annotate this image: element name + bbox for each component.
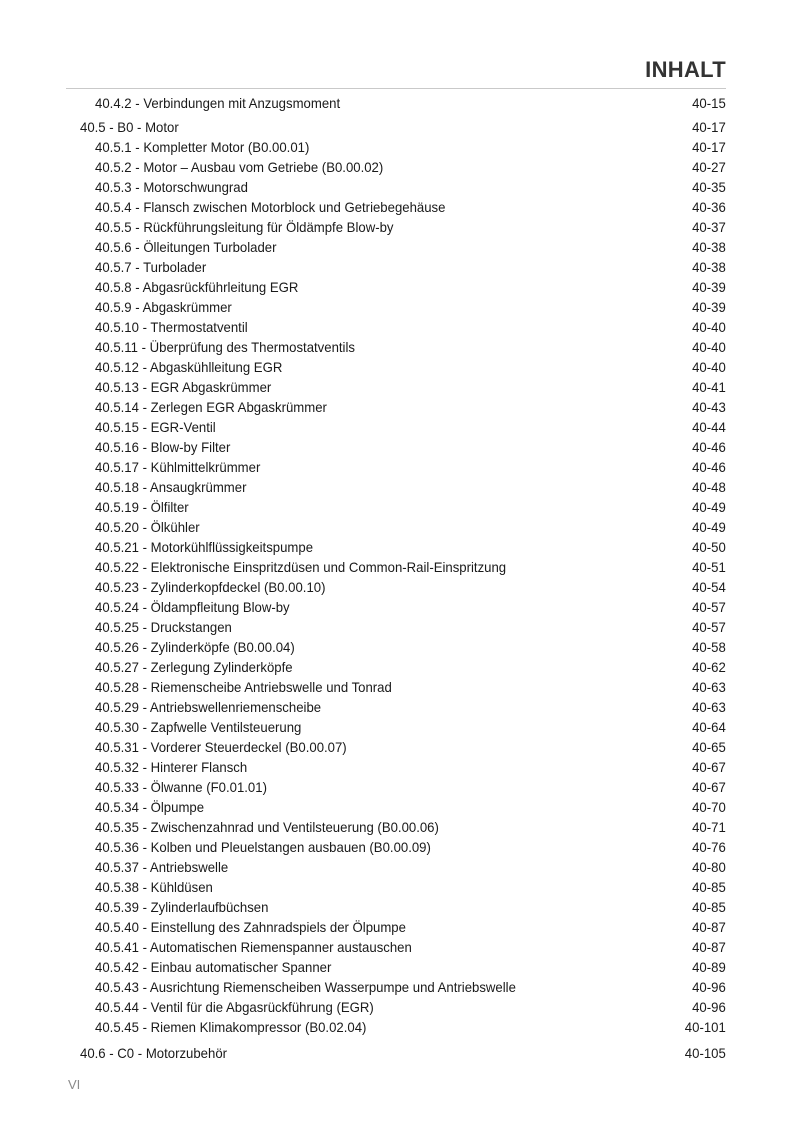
toc-entry-page: 40-35 (692, 179, 726, 195)
toc-entry-title: 40.5.27 - Zerlegung Zylinderköpfe (95, 659, 293, 675)
toc-entry-page: 40-57 (692, 619, 726, 635)
toc-entry-page: 40-49 (692, 499, 726, 515)
toc-entry[interactable] (80, 117, 726, 137)
toc-entry-title: 40.5.3 - Motorschwungrad (95, 179, 248, 195)
toc-entry-page: 40-37 (692, 219, 726, 235)
toc-entry-title: 40.5.33 - Ölwanne (F0.01.01) (95, 779, 267, 795)
toc-entry[interactable] (80, 837, 726, 857)
toc-entry[interactable] (80, 417, 726, 437)
toc-entry-title: 40.5.13 - EGR Abgaskrümmer (95, 379, 272, 395)
toc-entry-title: 40.5.30 - Zapfwelle Ventilsteuerung (95, 719, 302, 735)
toc-entry[interactable] (80, 337, 726, 357)
toc-entry[interactable] (80, 637, 726, 657)
toc-entry[interactable] (80, 477, 726, 497)
toc-entry-title: 40.5.2 - Motor – Ausbau vom Getriebe (B0.00.02) (95, 159, 384, 175)
toc-entry-page: 40-67 (692, 779, 726, 795)
toc-entry-page: 40-39 (692, 279, 726, 295)
toc-entry[interactable] (80, 817, 726, 837)
toc-entry-title: 40.5.37 - Antriebswelle (95, 859, 229, 875)
toc-entry-title: 40.5.39 - Zylinderlaufbüchsen (95, 899, 269, 915)
toc-entry-title: 40.5.9 - Abgaskrümmer (95, 299, 232, 315)
toc-entry-page: 40-64 (692, 719, 726, 735)
toc-entry-page: 40-51 (692, 559, 726, 575)
toc-entry-page: 40-96 (692, 999, 726, 1015)
toc-entry-page: 40-17 (692, 119, 726, 135)
toc-entry-title: 40.5 - B0 - Motor (80, 119, 179, 135)
toc-entry-page: 40-96 (692, 979, 726, 995)
toc-entry-page: 40-62 (692, 659, 726, 675)
toc-entry[interactable] (80, 317, 726, 337)
toc-entry-title: 40.5.5 - Rückführungsleitung für Öldämpfe Blow-by (95, 219, 394, 235)
toc-entry-title: 40.5.31 - Vorderer Steuerdeckel (B0.00.07) (95, 739, 347, 755)
toc-entry-page: 40-65 (692, 739, 726, 755)
toc-entry-title: 40.5.15 - EGR-Ventil (95, 419, 216, 435)
toc-entry[interactable] (80, 277, 726, 297)
toc-entry-title: 40.5.12 - Abgaskühlleitung EGR (95, 359, 283, 375)
toc-entry-page: 40-43 (692, 399, 726, 415)
toc-entry-page: 40-46 (692, 439, 726, 455)
toc-entry-page: 40-15 (692, 95, 726, 111)
toc-entry[interactable] (80, 977, 726, 997)
toc-entry-title: 40.5.22 - Elektronische Einspritzdüsen und Common-Rail-Einspritzung (95, 559, 507, 575)
toc-entry[interactable] (80, 957, 726, 977)
toc-entry-page: 40-63 (692, 679, 726, 695)
toc-entry[interactable] (80, 677, 726, 697)
toc-entry-page: 40-87 (692, 919, 726, 935)
toc-entry[interactable] (80, 177, 726, 197)
toc-entry[interactable] (80, 257, 726, 277)
toc-entry-title: 40.5.17 - Kühlmittelkrümmer (95, 459, 261, 475)
toc-entry[interactable] (80, 517, 726, 537)
toc-entry-page: 40-71 (692, 819, 726, 835)
toc-entry[interactable] (80, 697, 726, 717)
toc-entry-title: 40.5.24 - Öldampfleitung Blow-by (95, 599, 290, 615)
page-title: INHALT (645, 57, 726, 82)
toc-entry[interactable] (80, 1017, 726, 1037)
toc-entry[interactable] (80, 537, 726, 557)
toc-entry-page: 40-80 (692, 859, 726, 875)
toc-entry-page: 40-63 (692, 699, 726, 715)
toc-entry[interactable] (80, 717, 726, 737)
toc-entry-title: 40.5.45 - Riemen Klimakompressor (B0.02.04) (95, 1019, 367, 1035)
toc-entry-title: 40.5.6 - Ölleitungen Turbolader (95, 239, 277, 255)
toc-entry-title: 40.5.18 - Ansaugkrümmer (95, 479, 247, 495)
toc-entry[interactable] (80, 917, 726, 937)
toc-entry-title: 40.5.21 - Motorkühlflüssigkeitspumpe (95, 539, 314, 555)
toc-entry[interactable] (80, 937, 726, 957)
toc-entry[interactable] (80, 93, 726, 113)
toc-entry-page: 40-36 (692, 199, 726, 215)
toc-entry-page: 40-58 (692, 639, 726, 655)
toc-entry[interactable] (80, 237, 726, 257)
toc-entry-title: 40.5.1 - Kompletter Motor (B0.00.01) (95, 139, 310, 155)
table-of-contents (80, 93, 727, 1063)
toc-entry-page: 40-39 (692, 299, 726, 315)
toc-entry-title: 40.5.36 - Kolben und Pleuelstangen ausbauen (B0.00.09) (95, 839, 431, 855)
toc-entry-page: 40-44 (692, 419, 726, 435)
toc-entry-title: 40.5.25 - Druckstangen (95, 619, 232, 635)
toc-entry[interactable] (80, 877, 726, 897)
toc-entry-page: 40-40 (692, 359, 726, 375)
page-number: VI (68, 1077, 81, 1092)
toc-entry-page: 40-40 (692, 319, 726, 335)
toc-entry-title: 40.5.10 - Thermostatventil (95, 319, 248, 335)
toc-entry[interactable] (80, 197, 726, 217)
toc-entry-page: 40-48 (692, 479, 726, 495)
toc-entry-title: 40.5.7 - Turbolader (95, 259, 207, 275)
toc-entry[interactable] (80, 757, 726, 777)
toc-entry[interactable] (80, 797, 726, 817)
toc-entry[interactable] (80, 457, 726, 477)
toc-entry-title: 40.5.38 - Kühldüsen (95, 879, 213, 895)
toc-entry[interactable] (80, 857, 726, 877)
toc-entry-title: 40.5.16 - Blow-by Filter (95, 439, 231, 455)
toc-entry[interactable] (80, 357, 726, 377)
toc-entry-page: 40-105 (684, 1045, 726, 1061)
toc-entry[interactable] (80, 597, 726, 617)
toc-entry-title: 40.5.44 - Ventil für die Abgasrückführung (EGR) (95, 999, 374, 1015)
toc-entry-page: 40-57 (692, 599, 726, 615)
toc-entry[interactable] (80, 137, 726, 157)
toc-entry-title: 40.5.28 - Riemenscheibe Antriebswelle und Tonrad (95, 679, 392, 695)
toc-entry[interactable] (80, 557, 726, 577)
toc-entry-page: 40-85 (692, 879, 726, 895)
toc-entry-page: 40-17 (692, 139, 726, 155)
toc-entry-title: 40.5.29 - Antriebswellenriemenscheibe (95, 699, 322, 715)
toc-entry-page: 40-70 (692, 799, 726, 815)
toc-entry-page: 40-49 (692, 519, 726, 535)
toc-entry[interactable] (80, 897, 726, 917)
toc-entry[interactable] (80, 777, 726, 797)
toc-entry-title: 40.5.14 - Zerlegen EGR Abgaskrümmer (95, 399, 327, 415)
toc-entry[interactable] (80, 157, 726, 177)
toc-entry-page: 40-38 (692, 239, 726, 255)
toc-entry-title: 40.5.40 - Einstellung des Zahnradspiels der Ölpumpe (95, 919, 406, 935)
toc-entry-page: 40-67 (692, 759, 726, 775)
toc-entry-title: 40.4.2 - Verbindungen mit Anzugsmoment (95, 95, 341, 111)
toc-entry-title: 40.5.43 - Ausrichtung Riemenscheiben Wasserpumpe und Antriebswelle (95, 979, 516, 995)
toc-entry-title: 40.5.11 - Überprüfung des Thermostatventils (95, 339, 355, 355)
toc-entry[interactable] (80, 997, 726, 1017)
toc-entry-title: 40.5.19 - Ölfilter (95, 499, 189, 515)
toc-entry-title: 40.5.26 - Zylinderköpfe (B0.00.04) (95, 639, 295, 655)
toc-entry-page: 40-87 (692, 939, 726, 955)
toc-entry[interactable] (80, 377, 726, 397)
toc-entry[interactable] (80, 1043, 726, 1063)
toc-entry-page: 40-41 (692, 379, 726, 395)
toc-entry-page: 40-46 (692, 459, 726, 475)
toc-entry-title: 40.5.42 - Einbau automatischer Spanner (95, 959, 332, 975)
toc-entry[interactable] (80, 657, 726, 677)
toc-entry-page: 40-27 (692, 159, 726, 175)
toc-entry-page: 40-101 (684, 1019, 726, 1035)
toc-entry-page: 40-40 (692, 339, 726, 355)
toc-entry[interactable] (80, 737, 726, 757)
toc-entry-page: 40-76 (692, 839, 726, 855)
toc-entry-page: 40-50 (692, 539, 726, 555)
toc-entry-title: 40.5.20 - Ölkühler (95, 519, 200, 535)
toc-entry-page: 40-85 (692, 899, 726, 915)
toc-entry-page: 40-38 (692, 259, 726, 275)
toc-entry-title: 40.6 - C0 - Motorzubehör (80, 1045, 228, 1061)
toc-entry-title: 40.5.8 - Abgasrückführleitung EGR (95, 279, 299, 295)
toc-entry-title: 40.5.23 - Zylinderkopfdeckel (B0.00.10) (95, 579, 326, 595)
toc-entry-title: 40.5.32 - Hinterer Flansch (95, 759, 248, 775)
toc-entry-title: 40.5.41 - Automatischen Riemenspanner austauschen (95, 939, 412, 955)
toc-entry[interactable] (80, 437, 726, 457)
page-header (66, 54, 726, 89)
toc-entry[interactable] (80, 217, 726, 237)
toc-entry[interactable] (80, 497, 726, 517)
toc-entry[interactable] (80, 297, 726, 317)
toc-entry[interactable] (80, 617, 726, 637)
toc-entry[interactable] (80, 577, 726, 597)
toc-entry-title: 40.5.4 - Flansch zwischen Motorblock und Getriebegehäuse (95, 199, 446, 215)
toc-entry-page: 40-89 (692, 959, 726, 975)
toc-entry[interactable] (80, 397, 726, 417)
toc-entry-title: 40.5.35 - Zwischenzahnrad und Ventilsteuerung (B0.00.06) (95, 819, 439, 835)
toc-entry-page: 40-54 (692, 579, 726, 595)
toc-entry-title: 40.5.34 - Ölpumpe (95, 799, 205, 815)
